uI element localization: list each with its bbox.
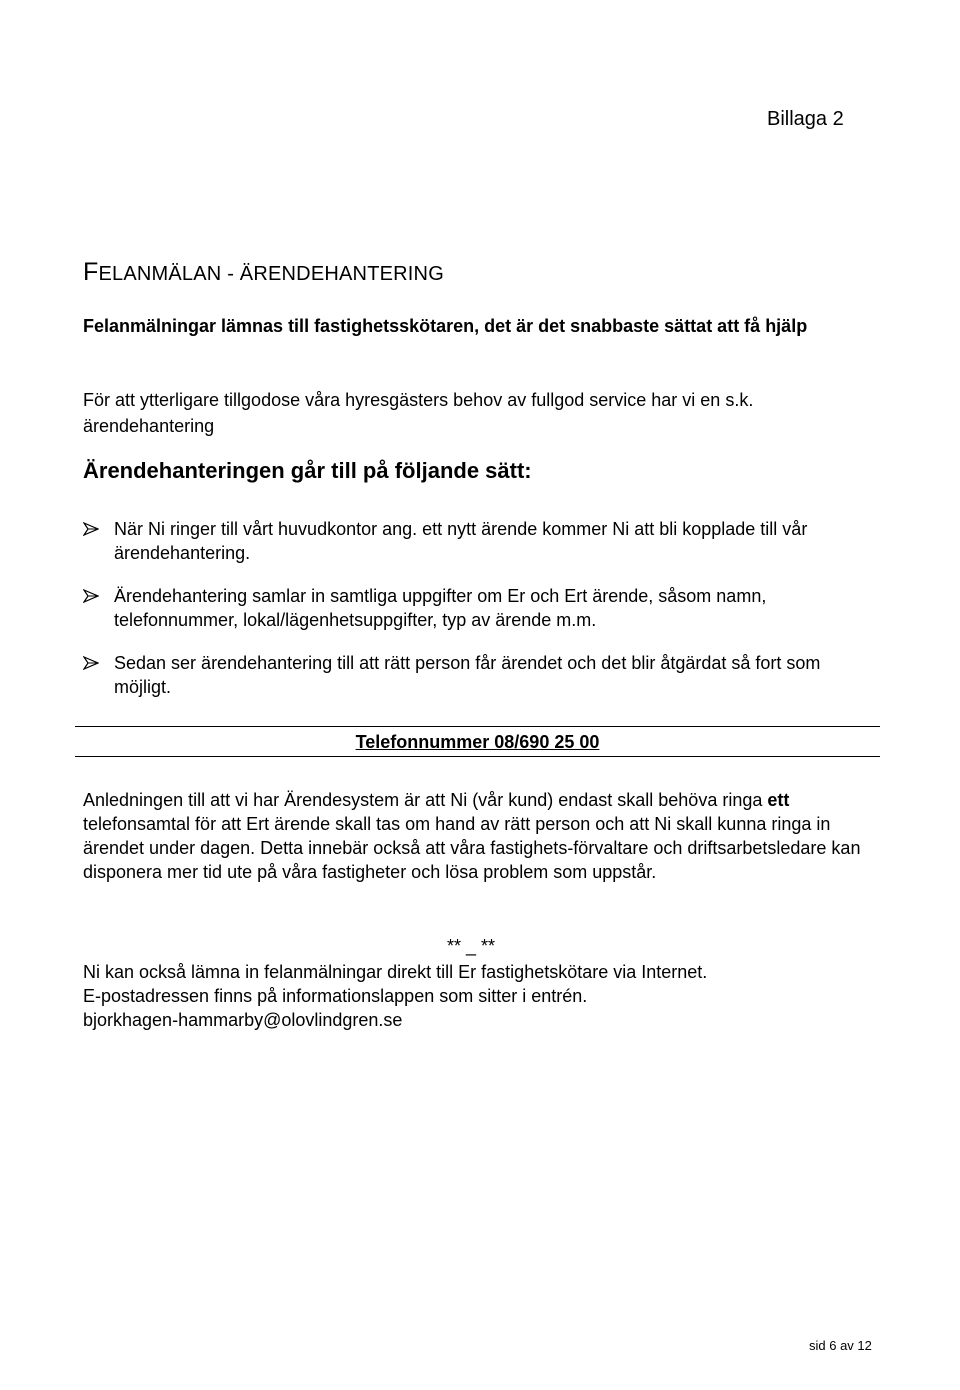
phone-number: Telefonnummer 08/690 25 00 <box>355 732 600 752</box>
body-text-end: telefonsamtal för att Ert ärende skall tas om hand av rätt person och att Ni skall kunna ringa in ärendet under dagen. Detta innebär också att våra fastighets-förvaltare och driftsarbetsledare kan disponera mer tid ute på våra fastigheter och lösa problem som uppstår. <box>83 814 861 882</box>
contact-email: bjorkhagen-hammarby@olovlindgren.se <box>83 1010 403 1030</box>
body-text-start: Anledningen till att vi har Ärendesystem är att Ni (vår kund) endast skall behöva ringa <box>83 790 768 810</box>
contact-line-address-info: E-postadressen finns på informationslappen som sitter i entrén. <box>83 986 588 1006</box>
divider-top <box>75 726 880 727</box>
arrowhead-bullet-icon <box>83 589 99 603</box>
title-rest-caps: RENDEHANTERING <box>253 263 444 285</box>
page-number: sid 6 av 12 <box>809 1338 872 1353</box>
list-item-text: När Ni ringer till vårt huvudkontor ang. ett nytt ärende kommer Ni att bli kopplade till vår ärendehantering. <box>114 519 808 563</box>
document-title <box>83 258 444 287</box>
divider-bottom <box>75 756 880 757</box>
list-item-text: Ärendehantering samlar in samtliga uppgifter om Er och Ert ärende, såsom namn, telefonnummer, lokal/lägenhetsuppgifter, typ av ärende m.m. <box>114 586 767 630</box>
appendix-label: Billaga 2 <box>767 108 844 130</box>
lead-paragraph: Felanmälningar lämnas till fastighetsskötaren, det är det snabbaste sättat att få hjälp <box>83 316 808 336</box>
arrowhead-bullet-icon <box>83 522 99 536</box>
contact-block <box>83 960 873 1032</box>
body-paragraph <box>83 788 873 884</box>
section-separator: ** _ ** <box>447 936 496 956</box>
list-item-text: Sedan ser ärendehantering till att rätt person får ärendet och det blir åtgärdat så fort som möjligt. <box>114 653 821 697</box>
title-rest: ELANMÄLAN - Ä <box>98 263 254 285</box>
contact-line-internet: Ni kan också lämna in felanmälningar direkt till Er fastighetskötare via Internet. <box>83 962 708 982</box>
body-emphasis: ett <box>767 790 790 810</box>
arrowhead-bullet-icon <box>83 656 99 670</box>
intro-paragraph: För att ytterligare tillgodose våra hyresgästers behov av fullgod service har vi en s.k. ärendehantering <box>83 390 754 436</box>
title-initial: F <box>83 258 99 286</box>
section-subheading: Ärendehanteringen går till på följande sätt: <box>83 458 532 483</box>
